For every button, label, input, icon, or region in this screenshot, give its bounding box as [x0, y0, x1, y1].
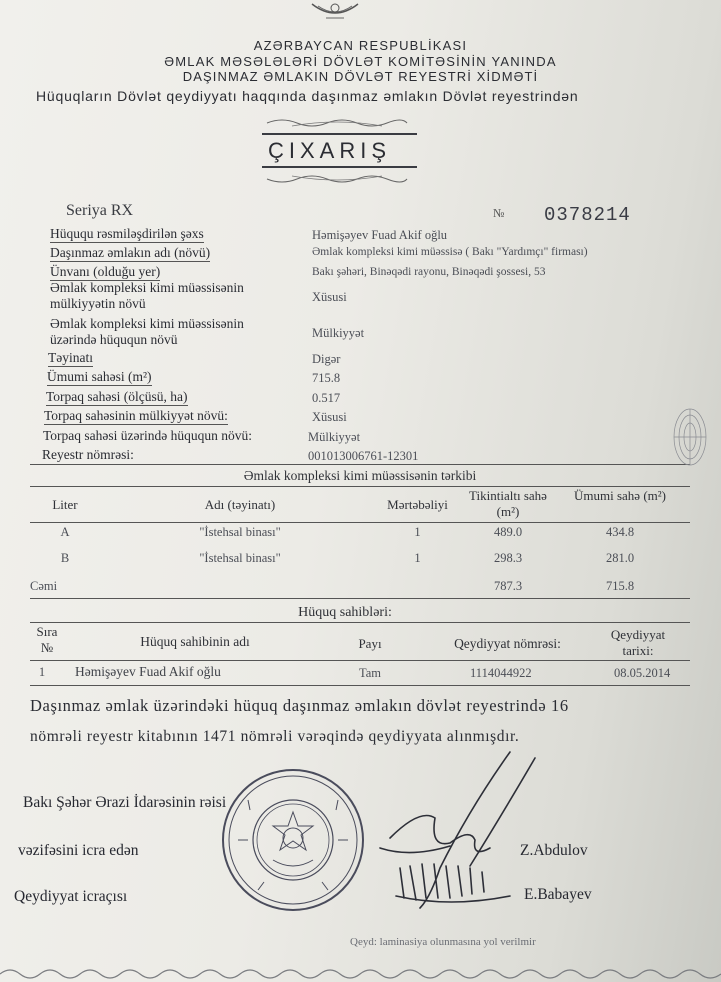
signature-registrar-line: Qeydiyyat icraçısı	[14, 888, 128, 905]
composition-total-label: Cəmi	[30, 579, 58, 593]
owners-col-share: Payı	[358, 636, 382, 651]
owners-divider-bottom	[30, 685, 690, 686]
document-title: ÇIXARIŞ	[268, 138, 392, 163]
owners-col-reg-date: Qeydiyyat tarixi:	[610, 627, 666, 658]
statement-line-1: Daşınmaz əmlak üzərindəki hüquq daşınmaz əmlakın dövlət reyestrində 16	[30, 696, 569, 715]
owners-row-no: 1	[38, 665, 46, 679]
field-label-total-area: Ümumi sahəsi (m²)	[47, 369, 152, 384]
title-rule-top	[262, 133, 417, 135]
composition-row-a-floors: 1	[414, 525, 421, 539]
field-label-registry-number: Reyestr nömrəsi:	[42, 447, 134, 462]
serial-number: 0378214	[544, 204, 631, 226]
series-label: Seriya RX	[66, 202, 134, 219]
composition-col-floors: Mərtəbəliyi	[387, 497, 448, 512]
owners-title: Hüquq sahibləri:	[298, 605, 392, 620]
composition-row-b-liter: B	[60, 551, 70, 565]
composition-divider-header	[30, 486, 690, 487]
composition-col-built-area: Tikintialtı sahə (m²)	[469, 488, 547, 519]
composition-total-total-area: 715.8	[605, 579, 635, 593]
field-label-land-right: Torpaq sahəsi üzərində hüququn növü:	[43, 428, 253, 443]
composition-divider-top	[30, 464, 690, 465]
field-value-purpose: Digər	[312, 352, 341, 366]
owners-col-reg-no: Qeydiyyat nömrəsi:	[454, 636, 561, 651]
field-label-address: Ünvanı (olduğu yer)	[50, 264, 161, 279]
field-label-ownership-type: Əmlak kompleksi kimi müəssisənin mülkiyyətin növü	[50, 280, 244, 311]
field-value-ownership-type: Xüsusi	[312, 290, 347, 304]
composition-row-a-name: "İstehsal binası"	[199, 525, 281, 539]
number-sign: №	[493, 206, 505, 220]
field-value-land-size: 0.517	[312, 391, 341, 405]
field-label-land-size: Torpaq sahəsi (ölçüsü, ha)	[46, 389, 188, 404]
composition-title: Əmlak kompleksi kimi müəssisənin tərkibi	[243, 468, 477, 483]
composition-row-a-liter: A	[60, 525, 70, 539]
header-republic: AZƏRBAYCAN RESPUBLİKASI	[253, 38, 468, 53]
owners-row-share: Tam	[358, 666, 382, 680]
state-emblem-icon	[300, 0, 370, 28]
header-committee: ƏMLAK MƏSƏLƏLƏRİ DÖVLƏT KOMİTƏSİNİN YANINDA	[164, 54, 557, 69]
field-value-total-area: 715.8	[312, 371, 341, 385]
composition-total-built-area: 787.3	[493, 579, 523, 593]
composition-row-b-floors: 1	[414, 551, 421, 565]
field-value-holder: Həmişəyev Fuad Akif oğlu	[312, 228, 448, 242]
owners-row-name: Həmişəyev Fuad Akif oğlu	[75, 664, 221, 679]
field-value-right-type: Mülkiyyət	[312, 326, 365, 340]
field-label-property-name: Daşınmaz əmlakın adı (növü)	[50, 245, 211, 260]
owners-row-reg-no: 1114044922	[470, 666, 532, 680]
field-label-holder: Hüququ rəsmiləşdirilən şəxs	[50, 226, 204, 241]
field-value-land-right: Mülkiyyət	[308, 430, 361, 444]
field-value-property-name: Əmlak kompleksi kimi müəssisə ( Bakı "Yardımçı" firması)	[312, 246, 588, 258]
signature-office-line: Bakı Şəhər Ərazi İdarəsinin rəisi	[23, 794, 227, 811]
title-rule-bottom	[262, 166, 417, 168]
owners-col-no: Sıra №	[36, 624, 58, 655]
composition-row-b-total-area: 281.0	[605, 551, 635, 565]
bottom-ornament-icon	[262, 172, 412, 186]
composition-row-b-built-area: 298.3	[493, 551, 523, 565]
document-subtitle: Hüquqların Dövlət qeydiyyatı haqqında daşınmaz əmlakın Dövlət reyestrindən	[36, 88, 579, 104]
composition-divider-body	[30, 522, 690, 523]
composition-row-a-built-area: 489.0	[493, 525, 523, 539]
header-service: DAŞINMAZ ƏMLAKIN DÖVLƏT REYESTRİ XİDMƏTİ	[182, 69, 539, 84]
field-value-registry-number: 001013006761-12301	[308, 449, 419, 463]
composition-col-liter: Liter	[52, 497, 78, 512]
composition-col-name: Adı (təyinatı)	[204, 497, 276, 512]
composition-row-a-total-area: 434.8	[605, 525, 635, 539]
owners-row-reg-date: 08.05.2014	[614, 666, 671, 680]
footnote: Qeyd: laminasiya olunmasına yol verilmir	[350, 936, 536, 948]
top-ornament-icon	[262, 116, 412, 130]
field-value-address: Bakı şəhəri, Binəqədi rayonu, Binəqədi şossesi, 53	[312, 266, 546, 278]
handwritten-signatures	[360, 748, 560, 918]
composition-row-b-name: "İstehsal binası"	[199, 551, 281, 565]
composition-col-total-area: Ümumi sahə (m²)	[574, 488, 666, 503]
signature-registrar-name: E.Babayev	[524, 886, 592, 903]
owners-divider-body	[30, 660, 690, 661]
field-value-land-ownership: Xüsusi	[312, 410, 347, 424]
field-label-right-type: Əmlak kompleksi kimi müəssisənin üzərində hüququn növü	[50, 316, 244, 347]
statement-line-2: nömrəli reyestr kitabının 1471 nömrəli vərəqində qeydiyyata alınmışdır.	[30, 728, 520, 745]
field-label-land-ownership: Torpaq sahəsinin mülkiyyət növü:	[44, 408, 228, 423]
guilloche-rosette-icon	[668, 405, 708, 470]
signature-acting-name: Z.Abdulov	[520, 842, 588, 859]
composition-divider-bottom	[30, 598, 690, 599]
field-label-purpose: Təyinatı	[48, 350, 93, 365]
owners-divider-top	[30, 622, 690, 623]
signature-acting-line: vəzifəsini icra edən	[18, 842, 139, 859]
decorative-border-edge	[0, 964, 721, 982]
owners-col-name: Hüquq sahibinin adı	[140, 634, 250, 649]
official-seal-stamp	[218, 760, 368, 920]
